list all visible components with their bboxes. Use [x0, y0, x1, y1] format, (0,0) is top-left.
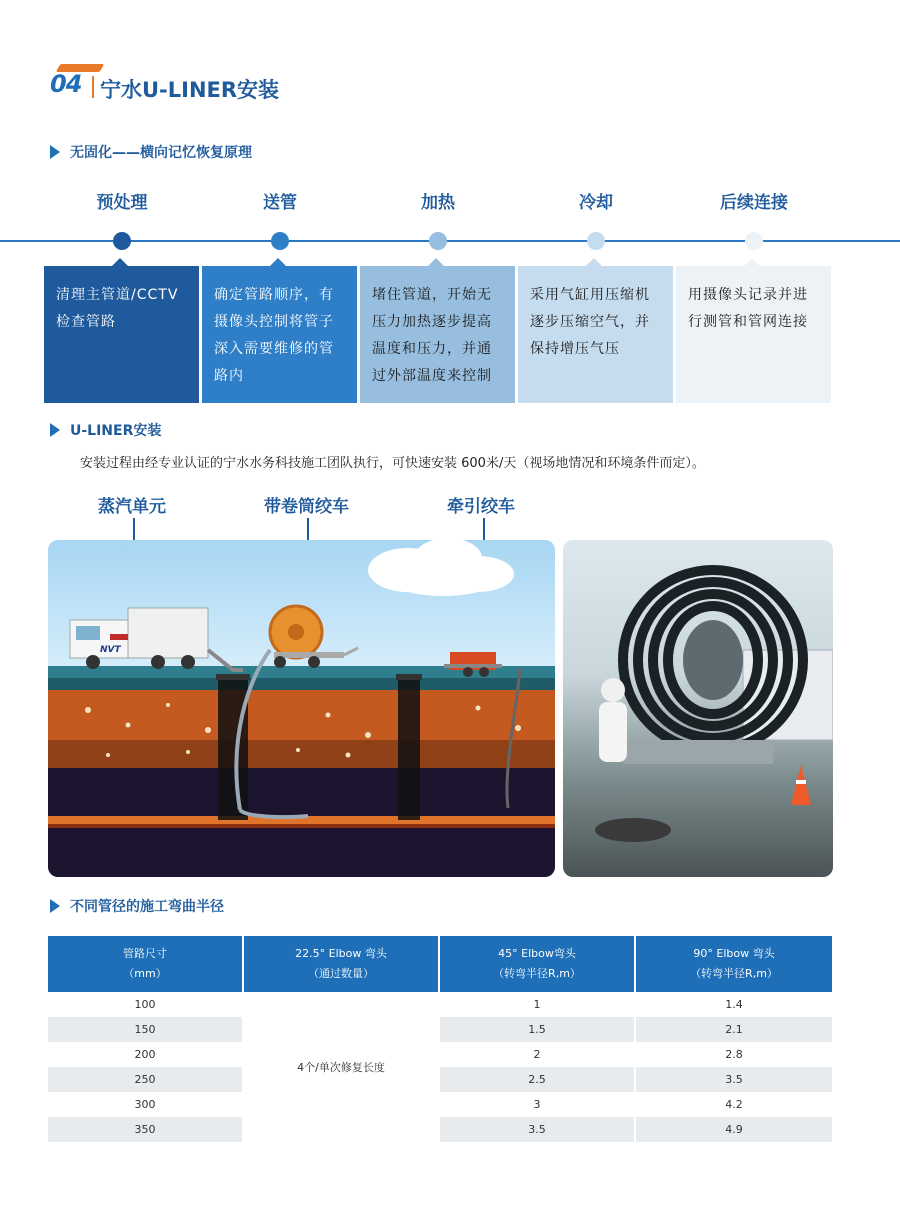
equipment-label-steam-unit: 蒸汽单元 — [98, 497, 166, 517]
installation-illustration — [48, 540, 555, 877]
timeline-dot-1 — [113, 232, 131, 250]
steam-truck-icon — [70, 608, 243, 670]
triangle-bullet-icon — [50, 899, 60, 913]
step-box-2: 确定管路顺序，有摄像头控制将管子深入需要维修的管路内 — [202, 266, 357, 403]
header-divider — [92, 76, 94, 98]
section-heading-label: U-LINER安装 — [70, 423, 162, 439]
table-row: 200 2 2.8 — [48, 1042, 832, 1067]
table-row: 300 3 4.2 — [48, 1092, 832, 1117]
table-header-elbow-45: 45° Elbow弯头 （转弯半径R,m） — [440, 936, 636, 992]
manhole-icon — [595, 818, 671, 842]
page-title: 宁水U-LINER安装 — [100, 78, 280, 102]
table-header-size: 管路尺寸 （mm） — [48, 936, 244, 992]
step-box-3: 堵住管道，开始无压力加热逐步提高温度和压力，并通过外部温度来控制 — [360, 266, 515, 403]
table-row: 250 2.5 3.5 — [48, 1067, 832, 1092]
page-header — [48, 64, 348, 104]
reel-winch-icon — [270, 606, 358, 668]
step-title-2: 送管 — [263, 193, 297, 213]
table-row: 100 4个/单次修复长度 1 1.4 — [48, 992, 832, 1017]
table-header-elbow-90: 90° Elbow 弯头 （转弯半径R,m） — [636, 936, 832, 992]
step-title-3: 加热 — [421, 193, 455, 213]
timeline-dot-3 — [429, 232, 447, 250]
triangle-bullet-icon — [50, 145, 60, 159]
truck-logo: NVT — [100, 645, 121, 655]
worker-icon — [599, 678, 627, 762]
installation-photo-svg — [563, 540, 833, 877]
step-title-1: 预处理 — [96, 193, 148, 213]
equipment-label-reel-winch: 带卷筒绞车 — [264, 497, 349, 517]
traffic-cone-icon — [791, 765, 811, 805]
installation-photo — [563, 540, 833, 877]
table-row: 150 1.5 2.1 — [48, 1017, 832, 1042]
step-title-4: 冷却 — [579, 193, 613, 213]
table-header-elbow-22-5: 22.5° Elbow 弯头 （通过数量） — [244, 936, 440, 992]
timeline-dot-2 — [271, 232, 289, 250]
section-heading-bend-radius — [50, 896, 224, 916]
step-title-5: 后续连接 — [720, 193, 788, 213]
bend-radius-table — [48, 936, 832, 1142]
step-box-4: 采用气缸用压缩机逐步压缩空气，并保持增压气压 — [518, 266, 673, 403]
cloud-icon — [368, 540, 514, 596]
section-heading-label: 不同管径的施工弯曲半径 — [70, 899, 224, 915]
intro-paragraph: 安装过程由经专业认证的宁水水务科技施工团队执行，可快速安装 600米/天（视场地情况和环境条件而定）。 — [80, 456, 705, 471]
equipment-label-pull-winch: 牵引绞车 — [447, 497, 515, 517]
triangle-bullet-icon — [50, 423, 60, 437]
table-merged-cell: 4个/单次修复长度 — [244, 992, 440, 1142]
timeline-dot-4 — [587, 232, 605, 250]
timeline-line — [0, 240, 900, 242]
section-heading-uliner — [50, 420, 161, 440]
step-box-5: 用摄像头记录并进行测管和管网连接 — [676, 266, 831, 403]
installation-diagram-svg — [48, 540, 555, 877]
step-box-1: 清理主管道/CCTV检查管路 — [44, 266, 199, 403]
section-heading-label: 无固化——横向记忆恢复原理 — [70, 145, 252, 161]
timeline-dot-5 — [745, 232, 763, 250]
table-row: 350 3.5 4.9 — [48, 1117, 832, 1142]
section-number: 04 — [50, 70, 82, 98]
section-heading-principle — [50, 142, 252, 162]
